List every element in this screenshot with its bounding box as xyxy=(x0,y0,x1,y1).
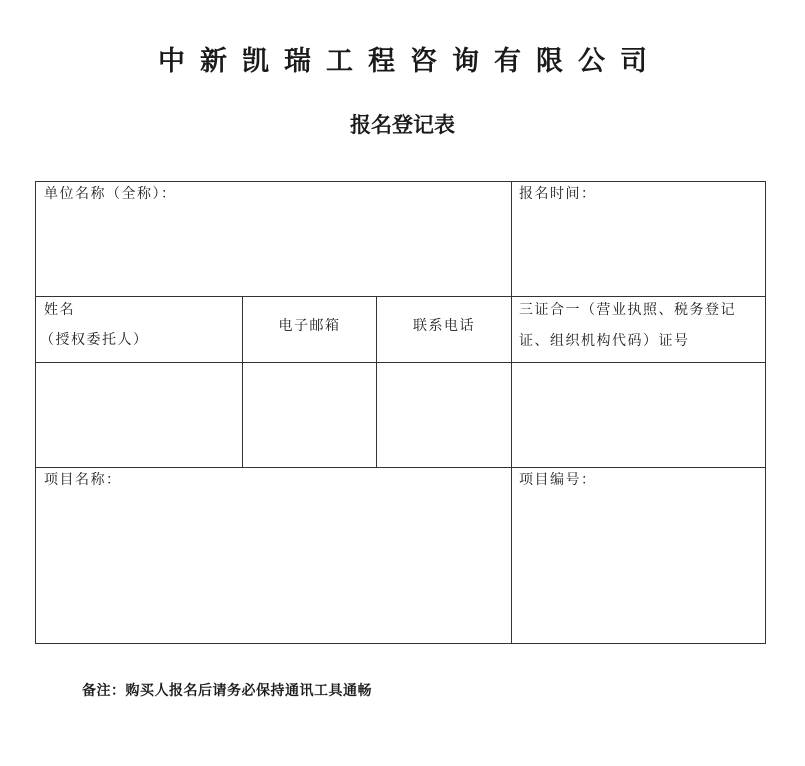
project-name-label: 项目名称： xyxy=(44,472,122,488)
row-divider-3 xyxy=(36,467,765,468)
name-label-authorized: （授权委托人） xyxy=(40,332,149,348)
form-title: 报名登记表 xyxy=(350,112,455,137)
project-number-label: 项目编号： xyxy=(519,472,597,488)
unit-name-label: 单位名称（全称）： xyxy=(44,186,177,202)
license-label: 三证合一（营业执照、税务登记 xyxy=(519,302,736,318)
column-divider-main xyxy=(511,182,512,643)
row-divider-2 xyxy=(36,362,765,363)
signup-time-label: 报名时间： xyxy=(519,186,597,202)
phone-label: 联系电话 xyxy=(413,318,475,334)
company-name: 中新凯瑞工程咨询有限公司 xyxy=(158,46,662,77)
footer-note: 备注：购买人报名后请务必保持通讯工具通畅 xyxy=(82,683,372,699)
registration-table xyxy=(35,181,766,644)
email-label: 电子邮箱 xyxy=(278,318,341,334)
license-label-cont: 证、组织机构代码）证号 xyxy=(519,333,690,349)
name-label: 姓名 xyxy=(44,302,75,318)
